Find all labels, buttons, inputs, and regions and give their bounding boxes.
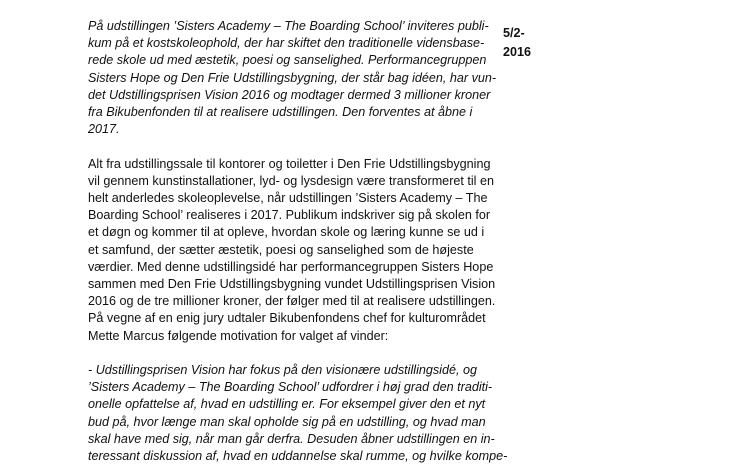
text-line: kum på et kostskoleophold, der har skiftet den traditionelle vidensbase- <box>88 36 485 51</box>
text-line: fra Bikubenfonden til at realisere udstillingen. Den forventes at åbne i <box>88 105 473 120</box>
text-line: et døgn og kommer til at opleve, hvordan skole og læring kunne se ud i <box>88 225 485 240</box>
text-line: skal have med sig, når man går derfra. Desuden åbner udstillingen en in- <box>88 431 495 446</box>
date-year: 2016 <box>503 45 532 59</box>
body-paragraph <box>88 156 506 345</box>
text-line: 2017. <box>88 122 120 137</box>
text-line: Mette Marcus følgende motivation for valget af vinder: <box>88 328 389 343</box>
intro-paragraph <box>88 18 506 138</box>
release-date <box>503 24 531 62</box>
text-line: - Udstillingsprisen Vision har fokus på den visionære udstillingsidé, og <box>88 363 477 378</box>
paragraph-spacer <box>88 138 506 155</box>
text-line: onelle opfattelse af, hvad en udstilling er. For eksempel giver den et nyt <box>88 397 486 412</box>
text-line: Sisters Hope og Den Frie Udstillingsbygning, der står bag idéen, har vun- <box>88 70 497 85</box>
text-line: værdier. Med denne udstillingsidé har performancegruppen Sisters Hope <box>88 259 494 274</box>
text-line: teressant diskussion af, hvad en uddannelse skal rumme, og hvilke kompe- <box>88 449 508 464</box>
text-line: Alt fra udstillingssale til kontorer og toiletter i Den Frie Udstillingsbygning <box>88 156 491 171</box>
text-line: bud på, hvor længe man skal opholde sig på en udstilling, og hvad man <box>88 414 486 429</box>
paragraph-spacer <box>88 345 506 362</box>
text-line: 2016 og de tre millioner kroner, der følger med til at realisere udstillingen. <box>88 294 496 309</box>
text-line: Boarding School’ realiseres i 2017. Publikum indskriver sig på skolen for <box>88 208 491 223</box>
text-line: vil gennem kunstinstallationer, lyd- og lysdesign være transformeret til en <box>88 173 494 188</box>
text-line: rede skole ud med æstetik, poesi og sanselighed. Performancegruppen <box>88 53 487 68</box>
date-day-month: 5/2- <box>503 26 525 40</box>
text-line: et samfund, der sætter æstetik, poesi og sanselighed som de højeste <box>88 242 474 257</box>
text-line: På udstillingen ’Sisters Academy – The Boarding School’ inviteres publi- <box>88 19 489 33</box>
press-release-column <box>88 18 506 465</box>
text-line: På vegne af en enig jury udtaler Bikubenfondens chef for kulturområdet <box>88 311 486 326</box>
quote-paragraph <box>88 362 506 465</box>
text-line: ’Sisters Academy – The Boarding School’ udfordrer i høj grad den traditi- <box>88 380 493 395</box>
text-line: sammen med Den Frie Udstillingsbygning vundet Udstillingsprisen Vision <box>88 277 496 292</box>
text-line: helt anderledes skoleoplevelse, når udstillingen ’Sisters Academy – The <box>88 191 488 206</box>
text-line: det Udstillingsprisen Vision 2016 og modtager dermed 3 millioner kroner <box>88 87 491 102</box>
